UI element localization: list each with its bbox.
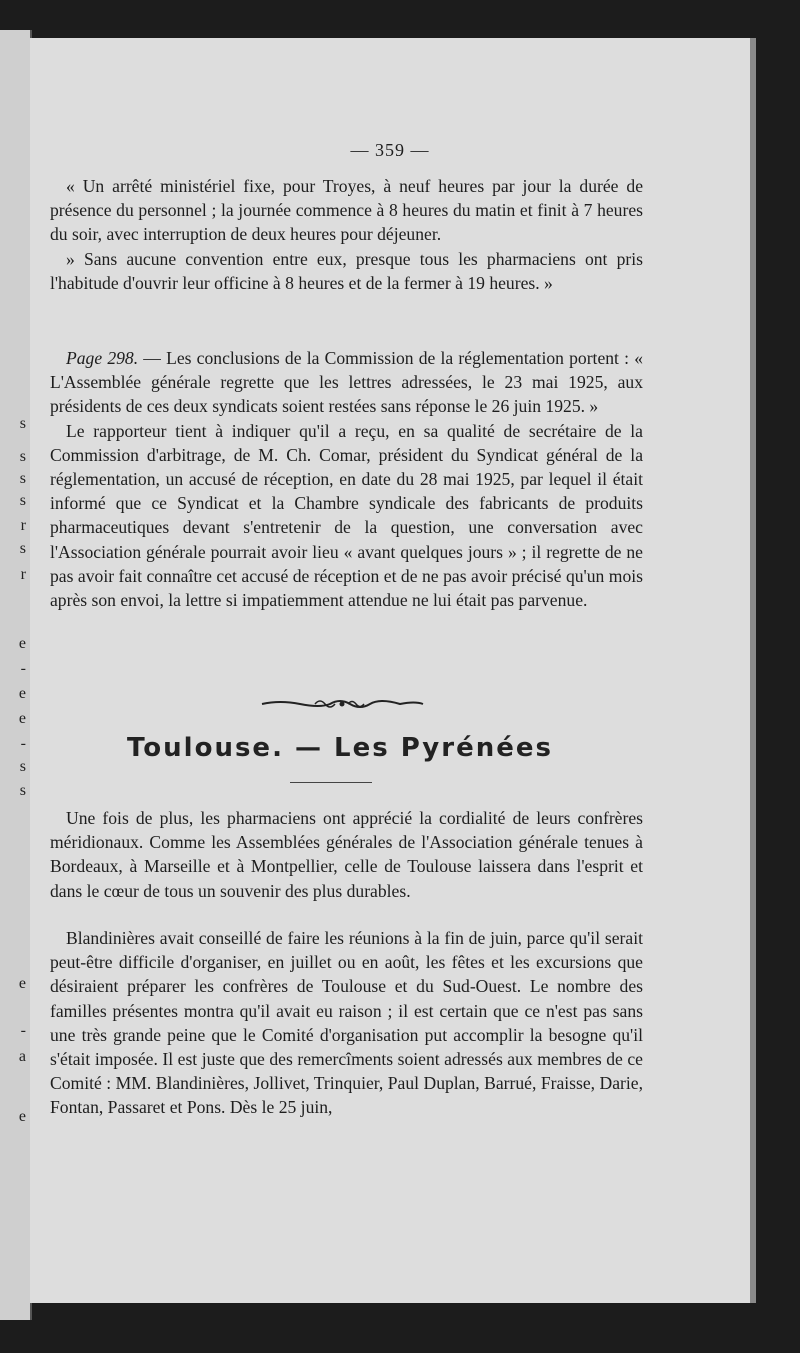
page-reference-text: — Les conclusions de la Commission de la réglementation portent : « L'Assemblée générale regrette que les lettres adressées, le 23 mai 1925, aux présidents de ces deux syndicats soient restées sans réponse le 26 juin 1925. » [50, 348, 643, 417]
margin-char: - [20, 735, 26, 752]
margin-char: e [18, 710, 26, 727]
paragraph: Blandinières avait conseillé de faire les réunions à la fin de juin, parce qu'il serait peut-être difficile d'organiser, en juillet ou en août, les fêtes et les excursions que désiraient préparer les confrères de Toulouse et du Sud-Ouest. Le nombre des familles présentes montra qu'il avait eu raison ; il est certain que ce n'est pas sans une très grande peine que le Comité d'organisation put accomplir la besogne qu'il s'était imposée. Il est juste que des remercîments soient adressés aux membres de ce Comité : MM. Blandinières, Jollivet, Trinquier, Paul Duplan, Barrué, Fraisse, Darie, Fontan, Passaret et Pons. Dès le 25 juin, [50, 928, 643, 1118]
margin-char: s [19, 415, 26, 432]
page-edge [750, 38, 756, 1303]
paragraph: » Sans aucune convention entre eux, presque tous les pharmaciens ont pris l'habitude d'ouvrir leur officine à 8 heures et de la fermer à 19 heures. » [50, 248, 643, 293]
paragraph: Le rapporteur tient à indiquer qu'il a reçu, en sa qualité de secrétaire de la Commission d'arbitrage, de M. Ch. Comar, président du Syndicat général de la réglementation, un accusé de réception, en date du 28 mai 1925, par lequel il était informé que ce Syndicat et la Chambre syndicale des fabricants de produits pharmaceutiques devant s'entretenir de la question, une conversation avec l'Association générale pourrait avoir lieu « avant quelques jours » ; il regrette de ne pas avoir fait connaître cet accusé de réception et de ne pas avoir précisé qu'un mois après son envoi, la lettre si impatiemment attendue ne lui était pas parvenue. [50, 420, 643, 611]
margin-char: s [19, 492, 26, 509]
toulouse-section [50, 806, 643, 903]
margin-char: - [20, 660, 26, 677]
margin-char: s [19, 758, 26, 775]
facing-page-edge [0, 30, 32, 1320]
paragraph [50, 346, 643, 419]
margin-char: r [20, 566, 26, 583]
margin-char: r [20, 517, 26, 534]
margin-char: e [18, 635, 26, 652]
book-page [30, 38, 750, 1303]
quoted-section [50, 174, 643, 295]
page-reference: Page 298. [66, 348, 139, 368]
margin-char: s [19, 470, 26, 487]
toulouse-section-continued [50, 926, 643, 1120]
margin-char: e [18, 1108, 26, 1125]
title-underline [290, 782, 372, 783]
margin-char: s [19, 540, 26, 557]
paragraph: Une fois de plus, les pharmaciens ont apprécié la cordialité de leurs confrères méridionaux. Comme les Assemblées générales de l'Association générale tenues à Bordeaux, à Marseille et à Montpellier, celle de Toulouse laissera dans l'esprit et dans le cœur de tous un souvenir des plus durables. [50, 808, 643, 901]
paragraph: « Un arrêté ministériel fixe, pour Troyes, à neuf heures par jour la durée de présence du personnel ; la journée commence à 8 heures du matin et finit à 7 heures du soir, avec interruption de deux heures pour déjeuner. [50, 176, 643, 245]
margin-char: - [20, 1022, 26, 1039]
margin-char: a [18, 1048, 26, 1065]
margin-char: s [19, 782, 26, 799]
section-title: Toulouse. — Les Pyrénées [127, 733, 553, 763]
margin-char: e [18, 685, 26, 702]
page-number: — 359 — [350, 140, 430, 160]
margin-char: s [19, 448, 26, 465]
margin-char: e [18, 975, 26, 992]
ornament-divider [260, 695, 425, 713]
body-section [50, 346, 643, 612]
